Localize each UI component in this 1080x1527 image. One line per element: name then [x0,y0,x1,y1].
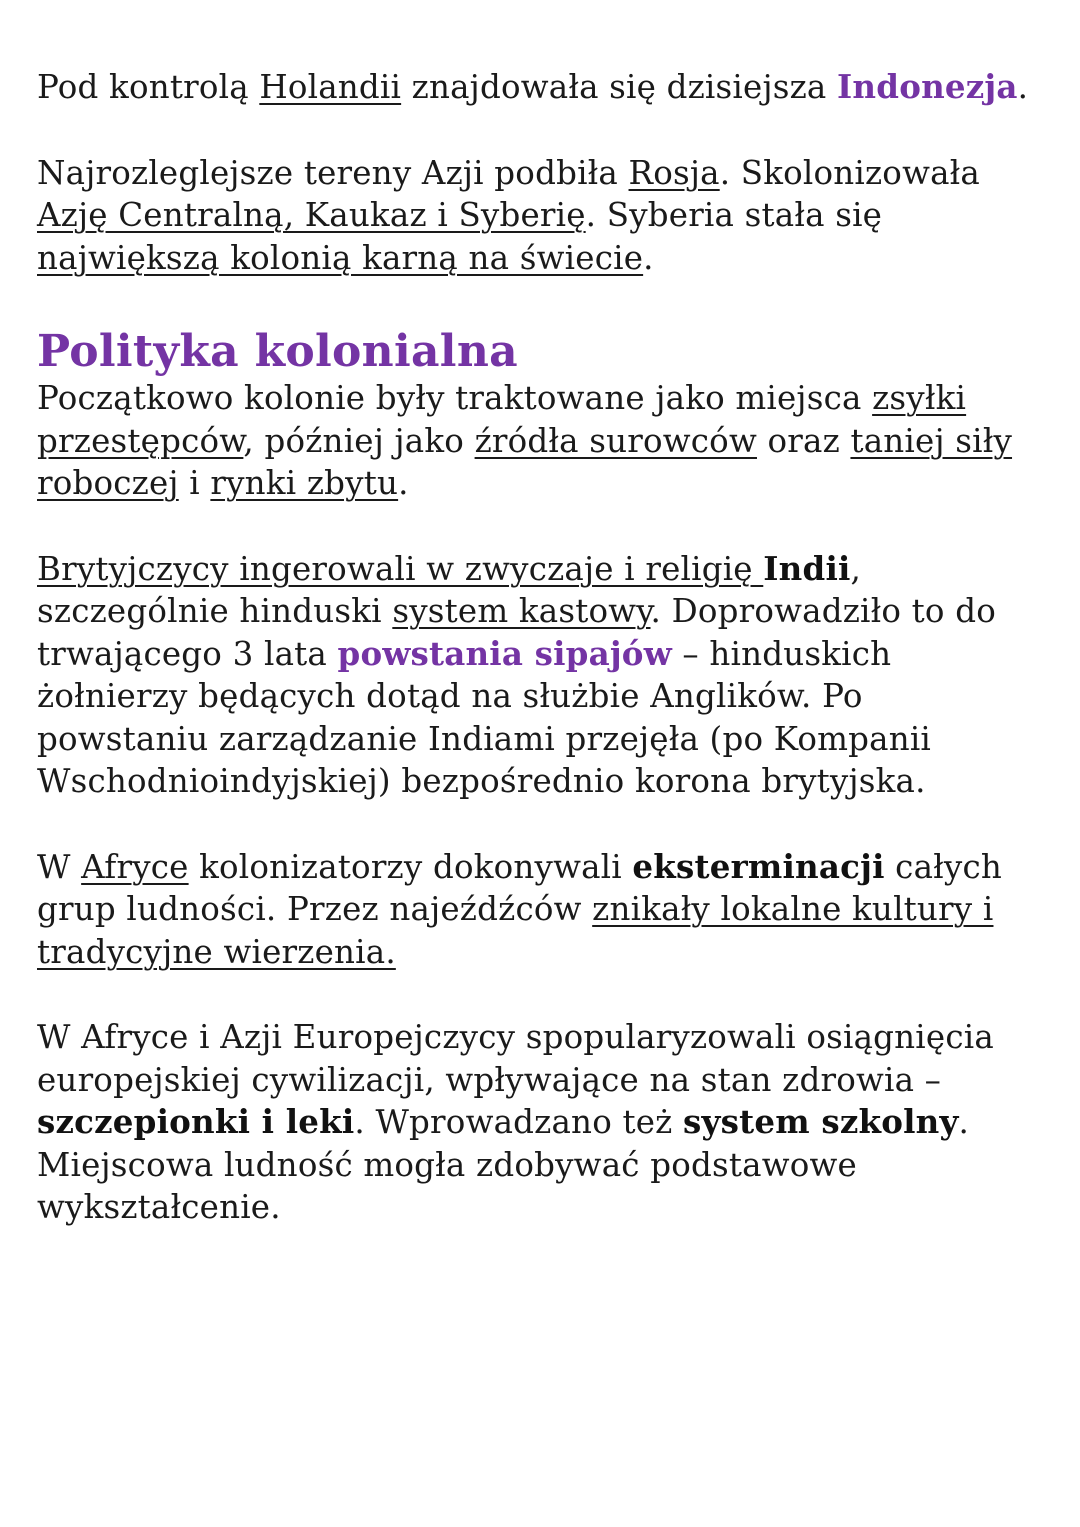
underlined-term: znikały lokalne kultury i tradycyjne wierzenia. [37,890,994,971]
paragraph-colonial-policy [37,377,1040,505]
text-span: , szczególnie hinduski [37,549,862,630]
bold-term: szczepionki i leki [37,1102,355,1141]
text-span: , później jako [243,421,475,460]
text-span: znajdowała się dzisiejsza [401,68,838,106]
text-span: . Wprowadzano też [354,1103,684,1141]
underlined-term: zsyłki przestępców [37,379,967,460]
text-span: kolonizatorzy dokonywali [188,847,633,886]
text-span: Najrozleglejsze tereny Azji podbiła [37,153,629,192]
text-span: W [37,847,82,886]
highlighted-term: Indonezja [837,67,1018,106]
bold-term: Indii [763,548,851,588]
text-span: i [178,464,211,502]
highlighted-term: powstania sipajów [337,633,672,673]
underlined-term: Brytyjczycy ingerowali w zwyczaje i religię [37,549,764,588]
bold-term: system szkolny [683,1102,959,1141]
text-span: . [398,464,409,502]
paragraph-russia [37,152,1040,280]
text-span: Pod kontrolą [37,68,260,106]
text-span: . Doprowadziło to do trwającego 3 lata [37,592,996,673]
text-span: W Afryce i Azji Europejczycy spopularyzowali osiągnięcia europejskiej cywilizacji, wpływające na stan zdrowia – [37,1018,994,1099]
underlined-term: taniej siły roboczej [37,421,1013,502]
text-span: Początkowo kolonie były traktowane jako miejsca [37,379,873,417]
underlined-term: system kastowy [392,592,651,630]
paragraph-india [37,548,1040,803]
text-span: . Miejscowa ludność mogła zdobywać podstawowe wykształcenie. [37,1103,970,1226]
underlined-term: Holandii [259,68,402,106]
text-span: całych grup ludności. Przez najeźdźców [37,847,1002,928]
paragraph-civilization [37,1016,1040,1229]
underlined-term: Afryce [81,847,189,886]
underlined-term: Azję Centralną, Kaukaz i Syberię [37,196,586,234]
paragraph-africa [37,846,1040,974]
section-heading: Polityka kolonialna [37,326,518,377]
text-span: . [1017,68,1029,106]
text-span: . [643,238,654,277]
text-span: . Syberia stała się [585,196,883,234]
underlined-term: Rosja [628,153,720,192]
underlined-term: źródła surowców [474,421,757,460]
bold-term: eksterminacji [632,846,885,886]
text-span: oraz [756,421,851,460]
underlined-term: rynki zbytu [210,464,399,502]
text-span: – hinduskich żołnierzy będących dotąd na służbie Anglików. Po powstaniu zarządzanie Indiami przejęła (po Kompanii Wschodnioindyjskiej) bezpośrednio korona brytyjska. [37,634,932,800]
paragraph-holland [37,66,1040,109]
text-span: . Skolonizowała [719,153,980,192]
underlined-term: największą kolonią karną na świecie [37,238,644,277]
